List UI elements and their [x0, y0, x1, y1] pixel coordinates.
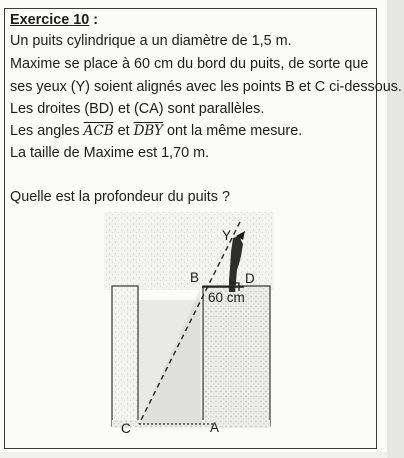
- angle-acb: $\overline{ACB}$: [83, 123, 114, 139]
- title-prefix: Exercice: [10, 12, 70, 28]
- title-suffix: :: [89, 12, 99, 28]
- label-d: D: [245, 271, 255, 286]
- statement-line-2: Maxime se place à 60 cm du bord du puits, de sorte que: [10, 56, 369, 72]
- label-c: C: [121, 421, 131, 436]
- angle-dby: $\overline{DBY}$: [133, 123, 164, 139]
- statement-line-3: ses yeux (Y) soient alignés avec les points B et C ci-dessous.: [10, 79, 402, 95]
- title-number: 10: [73, 12, 90, 28]
- question: Quelle est la profondeur du puits ?: [10, 189, 230, 205]
- angles-text-before: Les angles: [10, 123, 84, 139]
- angles-text-between: et: [113, 123, 134, 139]
- label-y: Y: [222, 228, 232, 243]
- statement-line-1: Un puits cylindrique a un diamètre de 1,5 m.: [10, 33, 292, 49]
- statement-line-4: Les droites (BD) et (CA) sont parallèles.: [10, 101, 265, 117]
- label-a: A: [210, 420, 220, 435]
- distance-label: 60 cm: [208, 290, 245, 305]
- well-wall-right: [203, 286, 270, 426]
- angles-text-after: ont la même mesure.: [163, 123, 303, 139]
- label-b: B: [190, 270, 200, 285]
- well-wall-left: [112, 286, 138, 426]
- statement-line-5: La taille de Maxime est 1,70 m.: [10, 145, 210, 161]
